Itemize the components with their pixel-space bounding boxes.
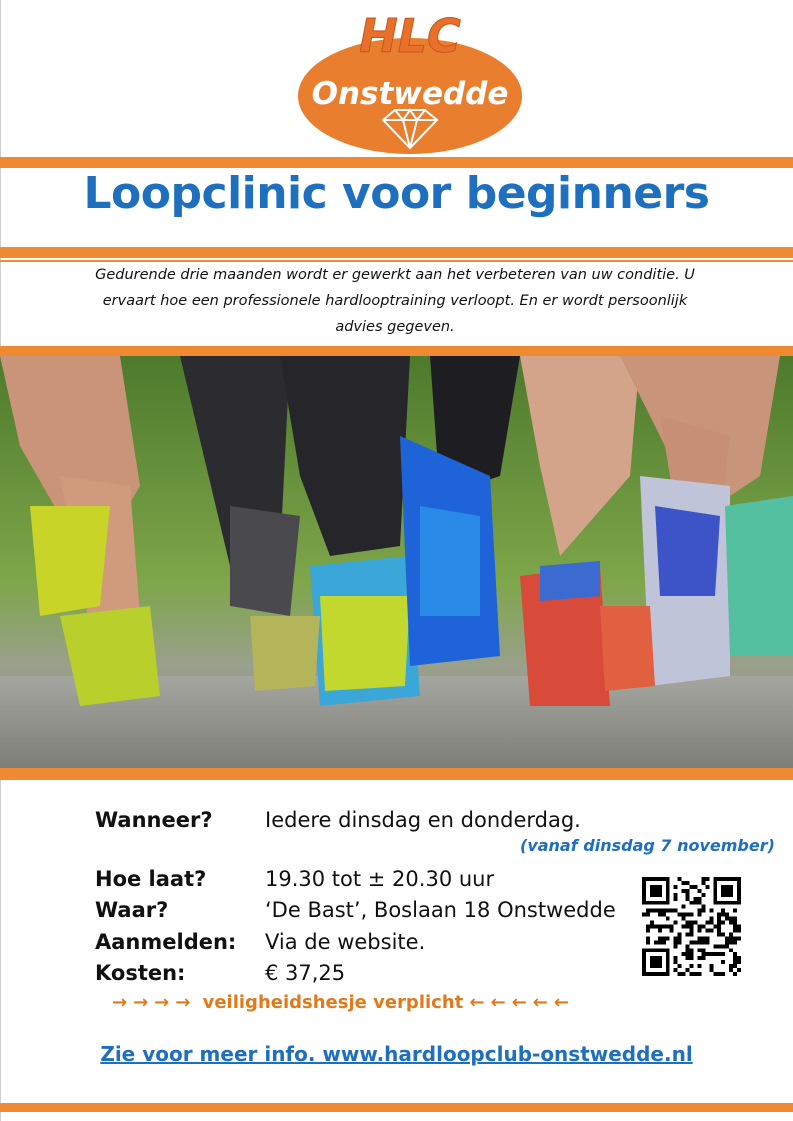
detail-label: Hoe laat?	[95, 867, 207, 891]
logo-line1: HLC	[359, 9, 461, 63]
orange-bar	[0, 768, 793, 780]
detail-label: Wanneer?	[95, 808, 213, 832]
start-date-note: (vanaf dinsdag 7 november)	[520, 836, 775, 855]
detail-value: Iedere dinsdag en donderdag.	[265, 808, 581, 832]
detail-value: 19.30 tot ± 20.30 uur	[265, 867, 495, 891]
qr-code[interactable]	[642, 877, 741, 976]
logo-line2: Onstwedde	[311, 76, 509, 112]
detail-value: Via de website.	[265, 930, 426, 954]
orange-bar	[0, 157, 793, 168]
orange-bar	[0, 346, 793, 356]
safety-vest-notice	[112, 992, 672, 1013]
detail-label: Aanmelden:	[95, 930, 237, 954]
vest-text: veiligheidshesje verplicht	[202, 992, 464, 1013]
page-title: Loopclinic voor beginners	[83, 168, 710, 219]
detail-value: € 37,25	[265, 961, 346, 985]
arrow-left-icon: ←←←←←	[469, 992, 575, 1013]
detail-label: Waar?	[95, 898, 169, 922]
detail-label: Kosten:	[95, 961, 186, 985]
runners-shoes-photo	[0, 356, 793, 768]
arrow-right-icon: →→→→	[112, 992, 197, 1013]
detail-value: ‘De Bast’, Boslaan 18 Onstwedde	[265, 898, 616, 922]
orange-bar	[0, 1103, 793, 1112]
club-logo	[295, 0, 525, 160]
orange-bar	[0, 247, 793, 258]
intro-text: Gedurende drie maanden wordt er gewerkt aan het verbeteren van uw conditie. U ervaart hoe een professionele hardlooptraining verloopt. En er wordt persoonlijk advies gegeven.	[95, 267, 695, 335]
more-info-link[interactable]: Zie voor meer info. www.hardloopclub-onstwedde.nl	[100, 1042, 693, 1066]
